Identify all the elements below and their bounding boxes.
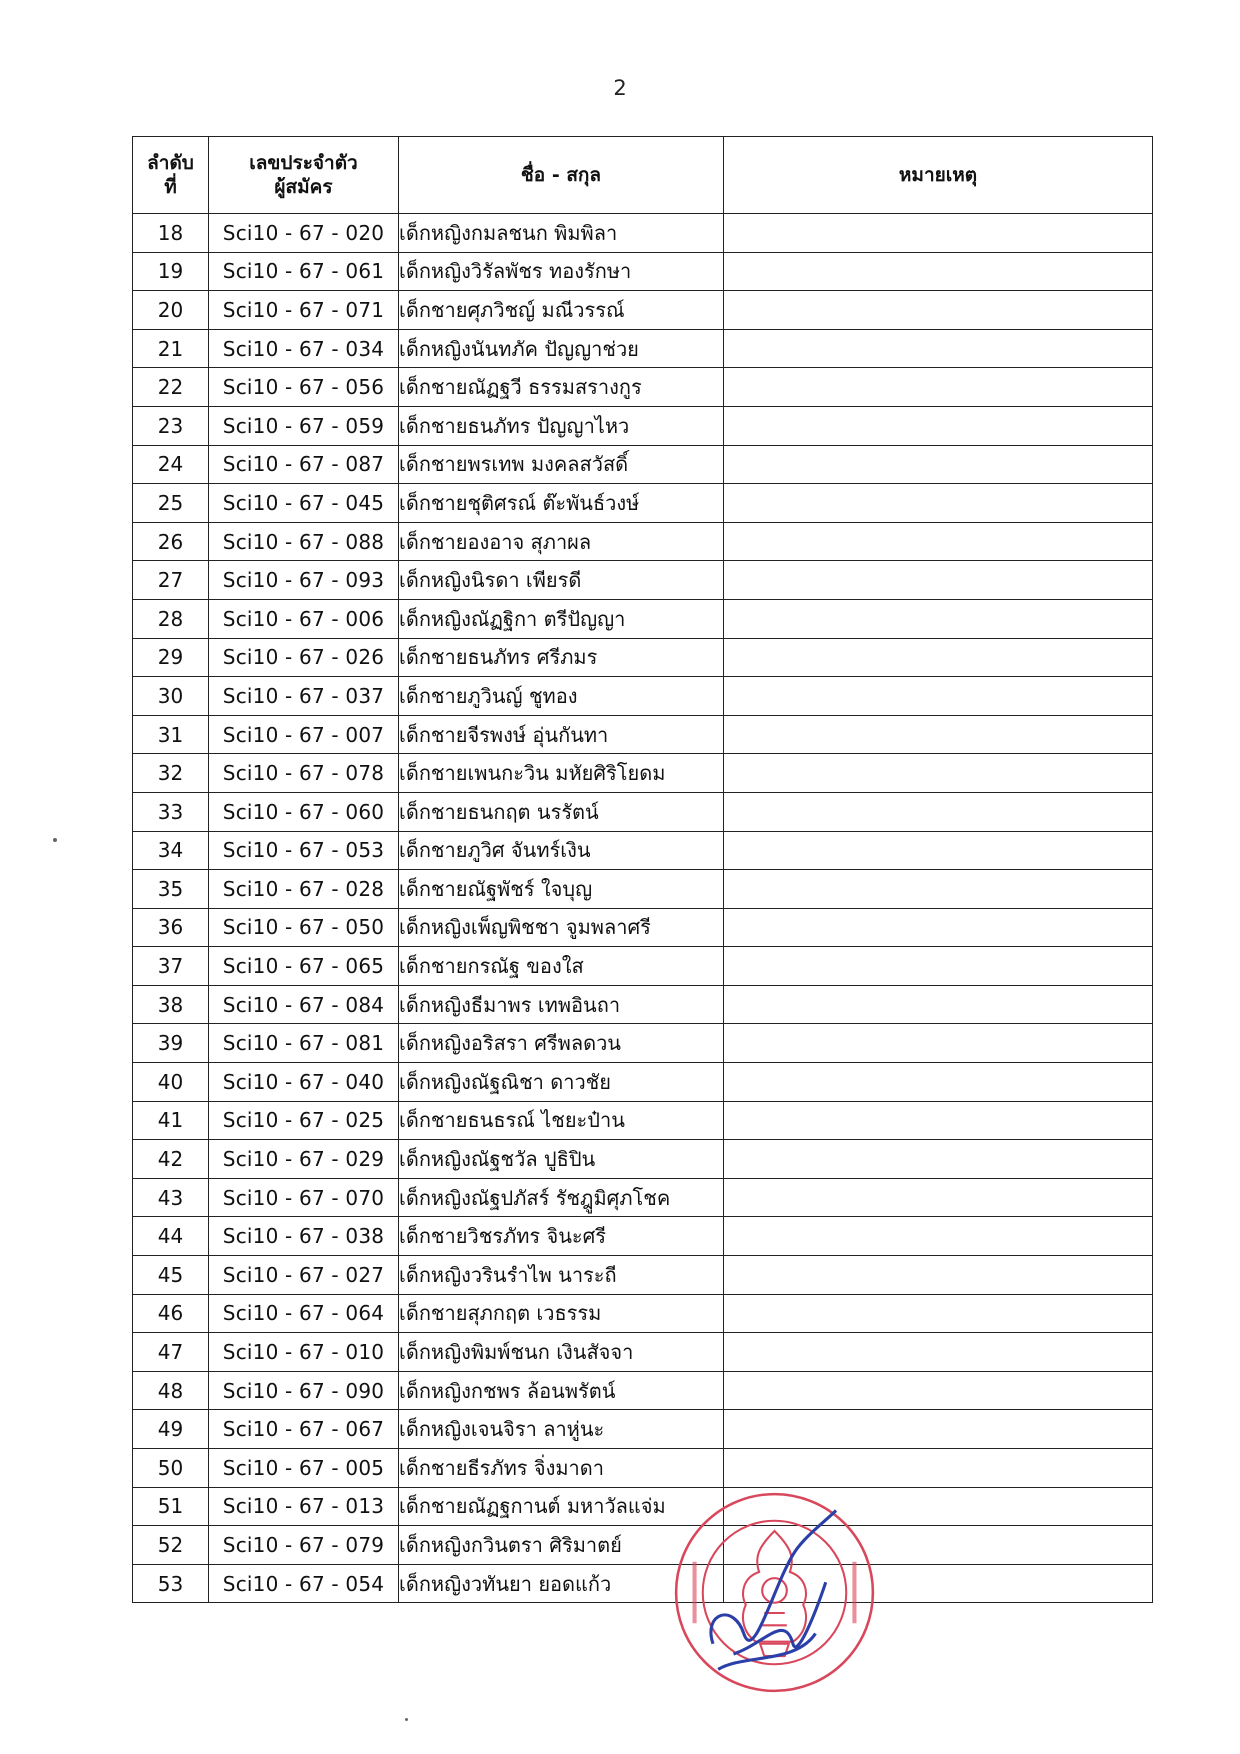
row-full-name: เด็กหญิงนันทภัค ปัญญาช่วย xyxy=(399,329,724,368)
table-row xyxy=(133,1371,1153,1410)
row-number: 32 xyxy=(133,754,209,793)
header-applicant-id xyxy=(209,137,399,214)
header-order-line2: ที่ xyxy=(164,176,177,198)
row-applicant-id: Sci10 - 67 - 071 xyxy=(209,291,399,330)
row-number: 38 xyxy=(133,985,209,1024)
table-row xyxy=(133,715,1153,754)
row-number: 27 xyxy=(133,561,209,600)
row-number: 39 xyxy=(133,1024,209,1063)
row-full-name: เด็กชายองอาจ สุภาผล xyxy=(399,522,724,561)
row-remark xyxy=(724,1410,1153,1449)
table-row xyxy=(133,1256,1153,1295)
table-row xyxy=(133,754,1153,793)
header-remark: หมายเหตุ xyxy=(724,137,1153,214)
row-applicant-id: Sci10 - 67 - 065 xyxy=(209,947,399,986)
row-number: 18 xyxy=(133,214,209,253)
row-applicant-id: Sci10 - 67 - 054 xyxy=(209,1564,399,1603)
row-number: 20 xyxy=(133,291,209,330)
row-full-name: เด็กหญิงพิมพ์ชนก เงินสัจจา xyxy=(399,1333,724,1372)
row-remark xyxy=(724,908,1153,947)
row-full-name: เด็กหญิงวิรัลพัชร ทองรักษา xyxy=(399,252,724,291)
header-applicant-id-line2: ผู้สมัคร xyxy=(274,176,333,198)
table-header xyxy=(133,137,1153,214)
row-applicant-id: Sci10 - 67 - 093 xyxy=(209,561,399,600)
row-remark xyxy=(724,445,1153,484)
header-name: ชื่อ - สกุล xyxy=(399,137,724,214)
row-applicant-id: Sci10 - 67 - 090 xyxy=(209,1371,399,1410)
table-row xyxy=(133,484,1153,523)
row-number: 33 xyxy=(133,792,209,831)
row-full-name: เด็กชายธนภัทร ปัญญาไหว xyxy=(399,406,724,445)
row-applicant-id: Sci10 - 67 - 088 xyxy=(209,522,399,561)
row-applicant-id: Sci10 - 67 - 067 xyxy=(209,1410,399,1449)
row-number: 23 xyxy=(133,406,209,445)
row-number: 22 xyxy=(133,368,209,407)
row-applicant-id: Sci10 - 67 - 034 xyxy=(209,329,399,368)
row-full-name: เด็กหญิงเจนจิรา ลาหู่นะ xyxy=(399,1410,724,1449)
row-full-name: เด็กหญิงวทันยา ยอดแก้ว xyxy=(399,1564,724,1603)
row-full-name: เด็กหญิงเพ็ญพิชชา จูมพลาศรี xyxy=(399,908,724,947)
row-number: 45 xyxy=(133,1256,209,1295)
row-remark xyxy=(724,368,1153,407)
row-number: 40 xyxy=(133,1063,209,1102)
table-row xyxy=(133,522,1153,561)
row-full-name: เด็กชายณัฏฐวี ธรรมสรางกูร xyxy=(399,368,724,407)
table-row xyxy=(133,1410,1153,1449)
table-row xyxy=(133,291,1153,330)
row-full-name: เด็กชายภูวิศ จันทร์เงิน xyxy=(399,831,724,870)
row-remark xyxy=(724,638,1153,677)
row-number: 36 xyxy=(133,908,209,947)
row-remark xyxy=(724,1140,1153,1179)
scan-speck xyxy=(405,1718,408,1721)
row-number: 34 xyxy=(133,831,209,870)
table-row xyxy=(133,599,1153,638)
row-full-name: เด็กชายศุภวิชญ์ มณีวรรณ์ xyxy=(399,291,724,330)
row-applicant-id: Sci10 - 67 - 027 xyxy=(209,1256,399,1295)
row-full-name: เด็กหญิงณัฏฐิกา ตรีปัญญา xyxy=(399,599,724,638)
row-number: 48 xyxy=(133,1371,209,1410)
row-remark xyxy=(724,792,1153,831)
row-number: 35 xyxy=(133,870,209,909)
row-remark xyxy=(724,985,1153,1024)
table-row xyxy=(133,1063,1153,1102)
row-full-name: เด็กชายเพนกะวิน มหัยศิริโยดม xyxy=(399,754,724,793)
row-number: 51 xyxy=(133,1487,209,1526)
table-row xyxy=(133,1217,1153,1256)
table-row xyxy=(133,368,1153,407)
row-full-name: เด็กชายณัฏฐกานต์ มหาวัลแจ่ม xyxy=(399,1487,724,1526)
row-full-name: เด็กชายธนภัทร ศรีภมร xyxy=(399,638,724,677)
row-number: 41 xyxy=(133,1101,209,1140)
table-row xyxy=(133,1178,1153,1217)
row-number: 25 xyxy=(133,484,209,523)
row-remark xyxy=(724,406,1153,445)
row-full-name: เด็กหญิงณัฐณิชา ดาวชัย xyxy=(399,1063,724,1102)
row-full-name: เด็กชายจีรพงษ์ อุ่นกันทา xyxy=(399,715,724,754)
table-row xyxy=(133,214,1153,253)
row-applicant-id: Sci10 - 67 - 064 xyxy=(209,1294,399,1333)
table-row xyxy=(133,1526,1153,1565)
row-applicant-id: Sci10 - 67 - 087 xyxy=(209,445,399,484)
row-number: 26 xyxy=(133,522,209,561)
row-remark xyxy=(724,1449,1153,1488)
row-full-name: เด็กหญิงกวินตรา ศิริมาตย์ xyxy=(399,1526,724,1565)
row-full-name: เด็กชายธีรภัทร จิ่งมาดา xyxy=(399,1449,724,1488)
row-number: 46 xyxy=(133,1294,209,1333)
row-number: 28 xyxy=(133,599,209,638)
row-number: 53 xyxy=(133,1564,209,1603)
row-applicant-id: Sci10 - 67 - 059 xyxy=(209,406,399,445)
row-number: 21 xyxy=(133,329,209,368)
table-row xyxy=(133,445,1153,484)
row-full-name: เด็กชายวิชรภัทร จินะศรี xyxy=(399,1217,724,1256)
row-remark xyxy=(724,1294,1153,1333)
table-row xyxy=(133,1564,1153,1603)
row-full-name: เด็กชายณัฐพัชร์ ใจบุญ xyxy=(399,870,724,909)
row-full-name: เด็กชายกรณัฐ ของใส xyxy=(399,947,724,986)
row-number: 24 xyxy=(133,445,209,484)
row-number: 49 xyxy=(133,1410,209,1449)
row-remark xyxy=(724,1371,1153,1410)
row-number: 42 xyxy=(133,1140,209,1179)
row-applicant-id: Sci10 - 67 - 078 xyxy=(209,754,399,793)
row-applicant-id: Sci10 - 67 - 050 xyxy=(209,908,399,947)
row-applicant-id: Sci10 - 67 - 026 xyxy=(209,638,399,677)
table-row xyxy=(133,1101,1153,1140)
row-number: 30 xyxy=(133,677,209,716)
row-remark xyxy=(724,561,1153,600)
row-applicant-id: Sci10 - 67 - 013 xyxy=(209,1487,399,1526)
row-remark xyxy=(724,1217,1153,1256)
table-row xyxy=(133,406,1153,445)
header-order xyxy=(133,137,209,214)
row-remark xyxy=(724,1101,1153,1140)
table-row xyxy=(133,561,1153,600)
row-remark xyxy=(724,677,1153,716)
scan-speck xyxy=(53,838,57,842)
row-remark xyxy=(724,831,1153,870)
row-applicant-id: Sci10 - 67 - 025 xyxy=(209,1101,399,1140)
row-full-name: เด็กหญิงอริสรา ศรีพลดวน xyxy=(399,1024,724,1063)
row-remark xyxy=(724,1063,1153,1102)
row-full-name: เด็กชายพรเทพ มงคลสวัสดิ์ xyxy=(399,445,724,484)
row-full-name: เด็กหญิงณัฐปภัสร์ รัชฎูมิศุภโชค xyxy=(399,1178,724,1217)
row-remark xyxy=(724,870,1153,909)
row-applicant-id: Sci10 - 67 - 060 xyxy=(209,792,399,831)
row-full-name: เด็กชายภูวินญ์ ชูทอง xyxy=(399,677,724,716)
page-number: 2 xyxy=(613,76,627,100)
row-applicant-id: Sci10 - 67 - 020 xyxy=(209,214,399,253)
row-applicant-id: Sci10 - 67 - 061 xyxy=(209,252,399,291)
row-applicant-id: Sci10 - 67 - 037 xyxy=(209,677,399,716)
row-applicant-id: Sci10 - 67 - 084 xyxy=(209,985,399,1024)
table-row xyxy=(133,1333,1153,1372)
row-number: 29 xyxy=(133,638,209,677)
row-applicant-id: Sci10 - 67 - 029 xyxy=(209,1140,399,1179)
table-row xyxy=(133,638,1153,677)
row-applicant-id: Sci10 - 67 - 038 xyxy=(209,1217,399,1256)
row-number: 52 xyxy=(133,1526,209,1565)
row-full-name: เด็กชายธนธรณ์ ไชยะป๋าน xyxy=(399,1101,724,1140)
row-applicant-id: Sci10 - 67 - 045 xyxy=(209,484,399,523)
row-applicant-id: Sci10 - 67 - 053 xyxy=(209,831,399,870)
row-full-name: เด็กชายธนกฤต นรรัตน์ xyxy=(399,792,724,831)
row-remark xyxy=(724,1024,1153,1063)
row-remark xyxy=(724,947,1153,986)
row-applicant-id: Sci10 - 67 - 070 xyxy=(209,1178,399,1217)
row-remark xyxy=(724,214,1153,253)
table-row xyxy=(133,908,1153,947)
row-full-name: เด็กหญิงกชพร ล้อนพรัตน์ xyxy=(399,1371,724,1410)
row-number: 43 xyxy=(133,1178,209,1217)
table-row xyxy=(133,792,1153,831)
row-full-name: เด็กหญิงณัฐชวัล ปูธิปิน xyxy=(399,1140,724,1179)
row-applicant-id: Sci10 - 67 - 006 xyxy=(209,599,399,638)
row-remark xyxy=(724,1256,1153,1295)
table-row xyxy=(133,1449,1153,1488)
table-row xyxy=(133,985,1153,1024)
applicant-table xyxy=(132,136,1153,1603)
row-number: 44 xyxy=(133,1217,209,1256)
row-applicant-id: Sci10 - 67 - 010 xyxy=(209,1333,399,1372)
row-full-name: เด็กหญิงวรินรำไพ นาระถี xyxy=(399,1256,724,1295)
row-number: 31 xyxy=(133,715,209,754)
row-applicant-id: Sci10 - 67 - 079 xyxy=(209,1526,399,1565)
header-order-line1: ลำดับ xyxy=(147,152,194,174)
row-number: 47 xyxy=(133,1333,209,1372)
row-number: 19 xyxy=(133,252,209,291)
row-full-name: เด็กหญิงธีมาพร เทพอินถา xyxy=(399,985,724,1024)
table-row xyxy=(133,1024,1153,1063)
table-row xyxy=(133,252,1153,291)
row-remark xyxy=(724,754,1153,793)
table-row xyxy=(133,831,1153,870)
table-row xyxy=(133,1487,1153,1526)
table-row xyxy=(133,1140,1153,1179)
table-body xyxy=(133,214,1153,1603)
table-row xyxy=(133,870,1153,909)
header-applicant-id-line1: เลขประจำตัว xyxy=(249,152,358,174)
row-full-name: เด็กชายสุภกฤต เวธรรม xyxy=(399,1294,724,1333)
row-remark xyxy=(724,1178,1153,1217)
row-full-name: เด็กหญิงกมลชนก พิมพิลา xyxy=(399,214,724,253)
row-full-name: เด็กหญิงนิรดา เพียรดี xyxy=(399,561,724,600)
row-remark xyxy=(724,484,1153,523)
row-remark xyxy=(724,329,1153,368)
school-seal-stamp xyxy=(672,1490,877,1695)
row-applicant-id: Sci10 - 67 - 040 xyxy=(209,1063,399,1102)
row-applicant-id: Sci10 - 67 - 081 xyxy=(209,1024,399,1063)
row-remark xyxy=(724,252,1153,291)
row-number: 37 xyxy=(133,947,209,986)
table-row xyxy=(133,947,1153,986)
table-row xyxy=(133,1294,1153,1333)
row-applicant-id: Sci10 - 67 - 028 xyxy=(209,870,399,909)
row-remark xyxy=(724,522,1153,561)
row-applicant-id: Sci10 - 67 - 005 xyxy=(209,1449,399,1488)
row-number: 50 xyxy=(133,1449,209,1488)
table-row xyxy=(133,677,1153,716)
row-applicant-id: Sci10 - 67 - 007 xyxy=(209,715,399,754)
row-remark xyxy=(724,715,1153,754)
row-remark xyxy=(724,291,1153,330)
table-row xyxy=(133,329,1153,368)
row-applicant-id: Sci10 - 67 - 056 xyxy=(209,368,399,407)
row-remark xyxy=(724,599,1153,638)
row-full-name: เด็กชายชุติศรณ์ ต๊ะพันธ์วงษ์ xyxy=(399,484,724,523)
row-remark xyxy=(724,1333,1153,1372)
